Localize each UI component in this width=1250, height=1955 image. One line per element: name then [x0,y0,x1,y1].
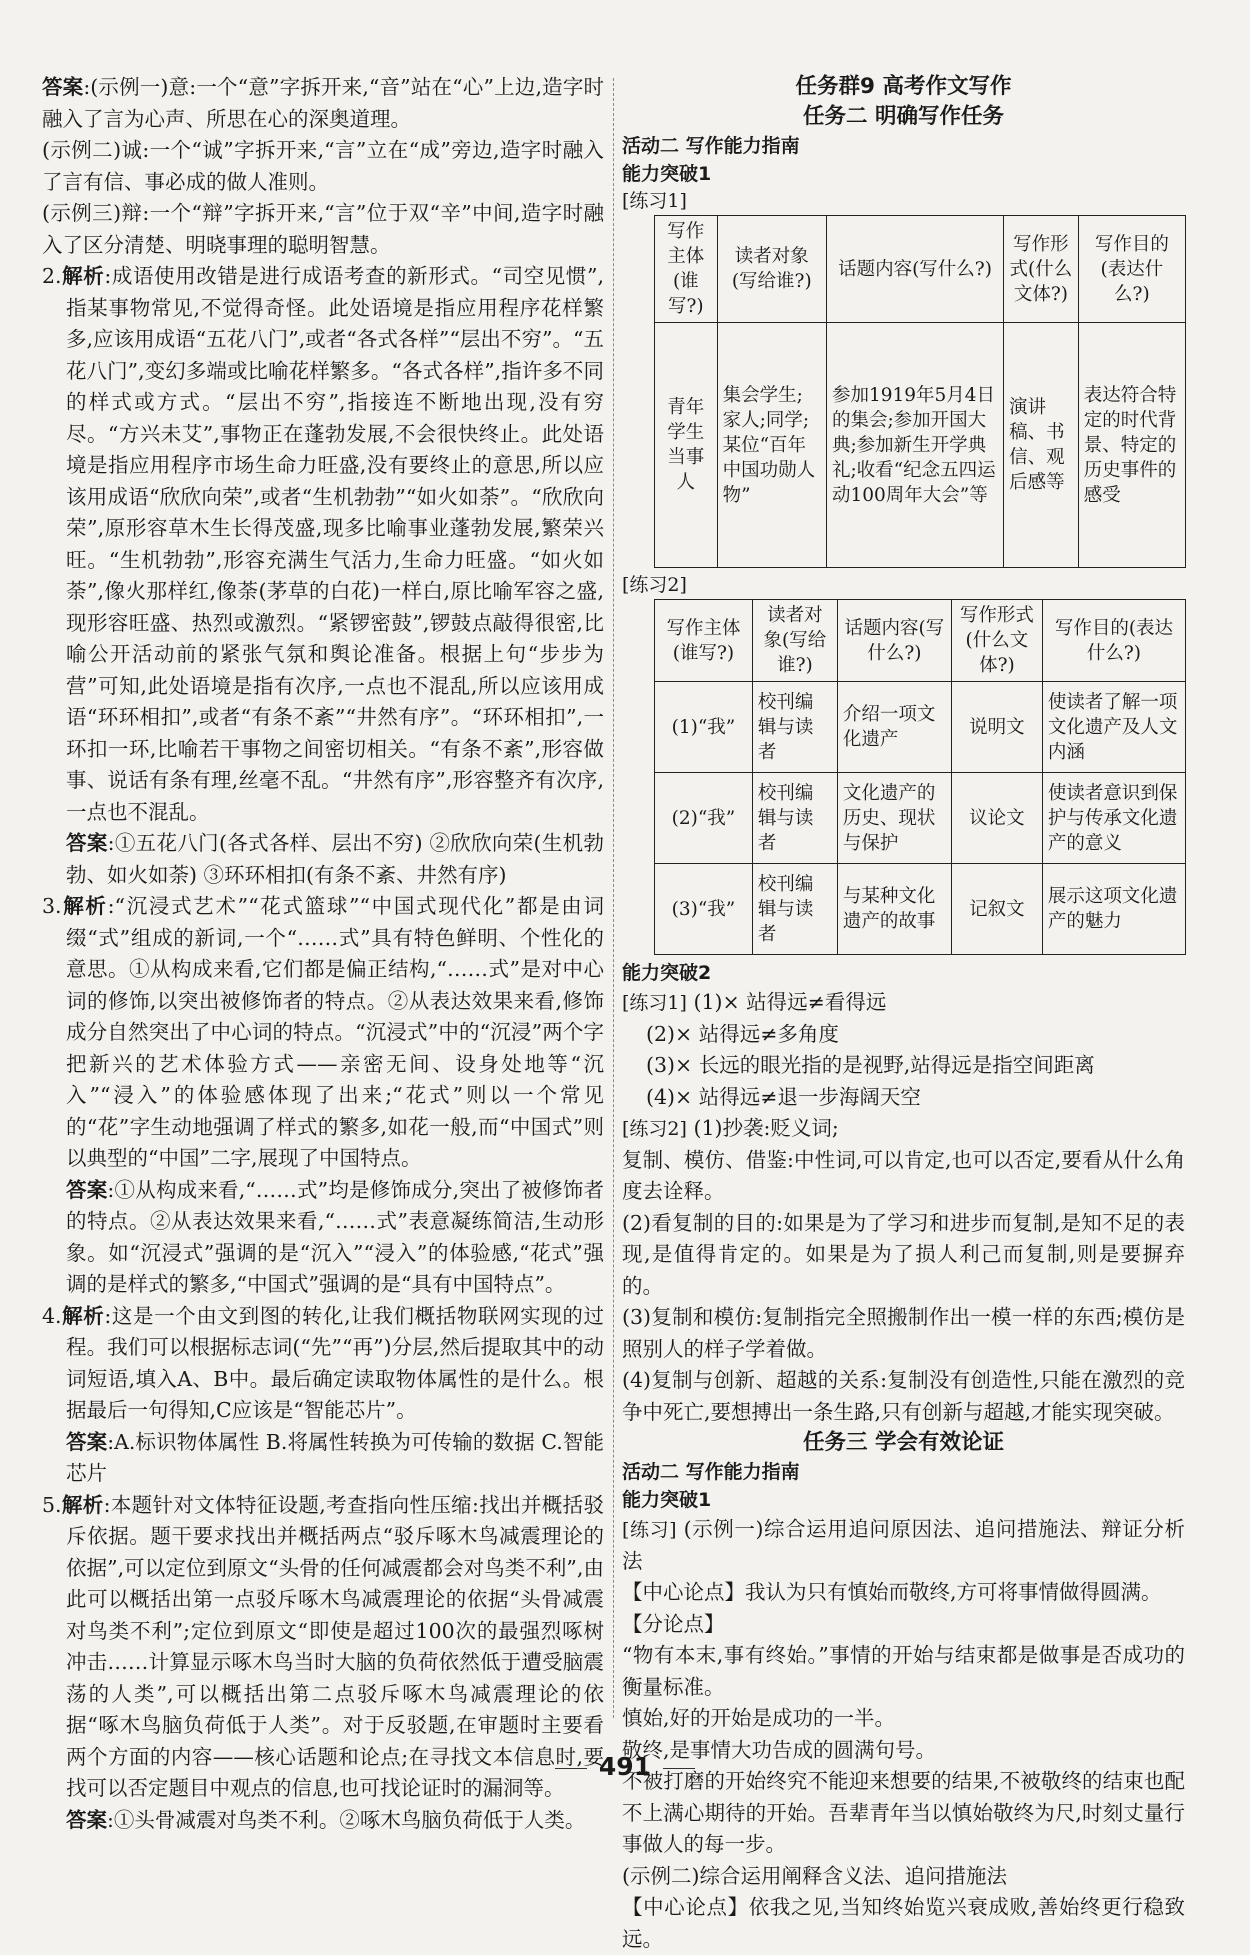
b2-ex2-para: (2)看复制的目的:如果是为了学习和进步而复制,是知不足的表现,是值得肯定的。如果是为了损人利己而复制,则是要摒弃的。 [622,1210,1185,1298]
table-cell: (2)“我” [655,773,753,864]
page-number-dash [663,1768,695,1769]
example-2-line: (示例二)综合运用阐释含义法、追问措施法 [622,1863,1007,1888]
q4-analysis: 4.解析:这是一个由文到图的转化,让我们概括物联网实现的过程。我们可以根据标志词(“先”“再”)分层,然后提取其中的动词短语,填入A、B中。最后确定读取物体属性的是什么。根据最后一句得知,C应该是“智能芯片”。 [42,1303,605,1422]
table-cell: 记叙文 [951,864,1042,955]
table-header-cell: 写作形式(什么文体?) [951,600,1042,682]
table-cell: 展示这项文化遗产的魅力 [1042,864,1185,955]
central-thesis-1: 【中心论点】我认为只有慎始而敬终,方可将事情做得圆满。 [622,1580,1162,1604]
table-cell: 使读者了解一项文化遗产及人文内涵 [1042,682,1185,773]
b2-ex1-line: [练习1] (1)× 站得远≠看得远 [622,990,887,1014]
b2-ex2-line: [练习2] (1)抄袭:贬义词; [622,1116,839,1140]
q1-answer-3: (示例三)辩:一个“辩”字拆开来,“言”位于双“辛”中间,造字时融入了区分清楚、明晓事理的聪明智慧。 [42,201,604,257]
table-header-cell: 读者对象(写给谁?) [752,600,837,682]
left-column [42,72,604,1836]
q3-answer: 答案:①从构成来看,“……式”均是修饰成分,突出了被修饰者的特点。②从表达效果来看,“……式”表意凝练简洁,生动形象。如“沉浸式”强调的是“沉入”“浸入”的体验感,“花式”强调的是样式的繁多,“中国式”强调的是“具有中国特点”。 [66,1177,605,1296]
table-header-cell: 写作目的(表达什么?) [1042,600,1185,682]
exercise-tag: [练习2] [622,574,687,596]
b2-ex2-para: (4)复制与创新、超越的关系:复制没有创造性,只能在激烈的竞争中死亡,要想搏出一条生路,只有创新与超越,才能实现突破。 [622,1368,1185,1424]
table-cell: 与某种文化遗产的故事 [837,864,951,955]
page-number: 491 [0,1752,1250,1781]
table-cell: 校刊编辑与读者 [752,864,837,955]
table-cell: 文化遗产的历史、现状与保护 [837,773,951,864]
q1-answer-2: (示例二)诚:一个“诚”字拆开来,“言”立在“成”旁边,造字时融入了言有信、事必成的做人准则。 [42,138,604,194]
breakthrough-heading: 能力突破1 [622,1489,712,1511]
sub-thesis-para: 不被打磨的开始终究不能迎来想要的结果,不被敬终的结束也配不上满心期待的开始。吾辈青年当以慎始敬终为尺,时刻丈量行事做人的每一步。 [622,1769,1185,1856]
b3-ex-line: [练习] (示例一)综合运用追问原因法、追问措施法、辩证分析法 [622,1517,1185,1573]
breakthrough-heading: 能力突破2 [622,962,712,984]
activity-heading: 活动二 写作能力指南 [622,1461,800,1483]
table-header-cell: 写作主体(谁写?) [655,600,753,682]
b2-ex2-para: 复制、模仿、借鉴:中性词,可以肯定,也可以否定,要看从什么角度去诠释。 [622,1147,1185,1203]
table-cell: 集会学生;家人;同学;某位“百年中国功勋人物” [717,323,826,568]
table-header-row [655,600,1186,682]
table-header-row [655,216,1186,323]
task3-title: 任务三 学会有效论证 [803,1430,1004,1455]
table-header-cell: 写作主体(谁写?) [655,216,718,323]
table-row [655,323,1186,568]
b2-ex1-line: (4)× 站得远≠退一步海阔天空 [646,1084,921,1109]
column-divider [613,78,614,1718]
page-number-dash [555,1768,587,1769]
writing-task-table-2 [654,599,1186,955]
sub-thesis-para: “物有本末,事有终始。”事情的开始与结束都是做事是否成功的衡量标准。 [622,1643,1185,1699]
sub-thesis-label: 【分论点】 [622,1611,725,1636]
table-cell: 说明文 [951,682,1042,773]
table-cell: 校刊编辑与读者 [752,773,837,864]
table-cell: 介绍一项文化遗产 [837,682,951,773]
exercise-tag: [练习1] [622,190,687,212]
table-cell: (1)“我” [655,682,753,773]
sub-thesis-para: 慎始,好的开始是成功的一半。 [622,1706,896,1730]
writing-task-table-1 [654,215,1186,568]
table-cell: (3)“我” [655,864,753,955]
table-cell: 演讲稿、书信、观后感等 [1004,323,1079,568]
q4-answer: 答案:A.标识物体属性 B.将属性转换为可传输的数据 C.智能芯片 [66,1429,605,1485]
table-cell: 参加1919年5月4日的集会;参加开国大典;参加新生开学典礼;收看“纪念五四运动100周年大会”等 [826,323,1003,568]
table-header-cell: 话题内容(写什么?) [837,600,951,682]
table-header-cell: 话题内容(写什么?) [826,216,1003,323]
q1-answer-1: 答案:(示例一)意:一个“意”字拆开来,“音”站在“心”上边,造字时融入了言为心声、所思在心的深奥道理。 [42,75,604,131]
table-cell: 表达符合特定的时代背景、特定的历史事件的感受 [1078,323,1185,568]
q2-answer: 答案:①五花八门(各式各样、层出不穷) ②欣欣向荣(生机勃勃、如火如荼) ③环环相扣(有条不紊、井然有序) [66,831,604,887]
table-header-cell: 读者对象(写给谁?) [717,216,826,323]
table-cell: 青年学生当事人 [655,323,718,568]
q5-analysis: 5.解析:本题针对文体特征设题,考查指向性压缩:找出并概括驳斥依据。题干要求找出并概括两点“驳斥啄木鸟减震理论的依据”,可以定位到原文“头骨的任何减震都会对鸟类不利”,由此可以概括出第一点驳斥啄木鸟减震理论的依据“头骨减震对鸟类不利”;定位到原文“即使是超过100次的最强烈啄树冲击……计算显示啄木鸟当时大脑的负荷依然低于遭受脑震荡的人类”,可以概括出第二点驳斥啄木鸟减震理论的依据“啄木鸟脑负荷低于人类”。对于反驳题,在审题时主要看两个方面的内容——核心话题和论点;在寻找文本信息时,要找可以否定题目中观点的信息,也可找论证时的漏洞等。 [42,1492,604,1800]
right-column [622,72,1185,1955]
table-header-cell: 写作形式(什么文体?) [1004,216,1079,323]
table-cell: 使读者意识到保护与传承文化遗产的意义 [1042,773,1185,864]
breakthrough-heading: 能力突破1 [622,163,712,185]
table-row [655,773,1186,864]
q5-answer: 答案:①头骨减震对鸟类不利。②啄木鸟脑负荷低于人类。 [66,1807,586,1832]
central-thesis-2: 【中心论点】依我之见,当知终始览兴衰成败,善始终更行稳致远。 [622,1895,1185,1951]
table-cell: 校刊编辑与读者 [752,682,837,773]
table-header-cell: 写作目的(表达什么?) [1078,216,1185,323]
q2-analysis: 2.解析:成语使用改错是进行成语考查的新形式。“司空见惯”,指某事物常见,不觉得奇怪。此处语境是指应用程序花样繁多,应该用成语“五花八门”,或者“各式各样”“层出不穷”。“五花八门”,变幻多端或比喻花样繁多。“各式各样”,指许多不同的样式或方式。“层出不穷”,指接连不断地出现,没有穷尽。“方兴未艾”,事物正在蓬勃发展,不会很快终止。此处语境是指应用程序市场生命力旺盛,没有要终止的意思,所以应该用成语“欣欣向荣”,或者“生机勃勃”“如火如荼”。“欣欣向荣”,原形容草木生长得茂盛,现多比喻事业蓬勃发展,繁荣兴旺。“生机勃勃”,形容充满生气活力,生命力旺盛。“如火如荼”,像火那样红,像荼(茅草的白花)一样白,原比喻军容之盛,现形容旺盛、热烈或激烈。“紧锣密鼓”,锣鼓点敲得很密,比喻公开活动前的紧张气氛和舆论准备。根据上句“步步为营”可知,此处语境是指有次序,一点也不混乱,所以应该用成语“环环相扣”,或者“有条不紊”“井然有序”。“环环相扣”,一环扣一环,比喻若干事物之间密切相关。“有条不紊”,形容做事、说话有条有理,丝毫不乱。“井然有序”,形容整齐有次序,一点也不混乱。 [42,264,605,824]
task-group-title: 任务群9 高考作文写作 [795,74,1012,99]
table-row [655,682,1186,773]
sub-thesis-para: 敬终,是事情大功告成的圆满句号。 [622,1737,937,1762]
task2-title: 任务二 明确写作任务 [803,104,1004,129]
b2-ex1-line: (2)× 站得远≠多角度 [646,1021,839,1046]
b2-ex1-line: (3)× 长远的眼光指的是视野,站得远是指空间距离 [646,1053,1095,1077]
table-row [655,864,1186,955]
q3-analysis: 3.解析:“沉浸式艺术”“花式篮球”“中国式现代化”都是由词缀“式”组成的新词,一个“……式”具有特色鲜明、个性化的意思。①从构成来看,它们都是偏正结构,“……式”是对中心词的修饰,以突出被修饰者的特点。②从表达效果来看,修饰成分自然突出了中心词的特点。“沉浸式”中的“沉浸”两个字把新兴的艺术体验方式——亲密无间、设身处地等“沉入”“浸入”的体验感体现了出来;“花式”则以一个常见的“花”字生动地强调了样式的繁多,如花一般,而“中国式”则以典型的“中国”二字,展现了中国特点。 [42,894,604,1170]
b2-ex2-para: (3)复制和模仿:复制指完全照搬制作出一模一样的东西;模仿是照别人的样子学着做。 [622,1305,1185,1361]
table-cell: 议论文 [951,773,1042,864]
activity-heading: 活动二 写作能力指南 [622,135,800,157]
